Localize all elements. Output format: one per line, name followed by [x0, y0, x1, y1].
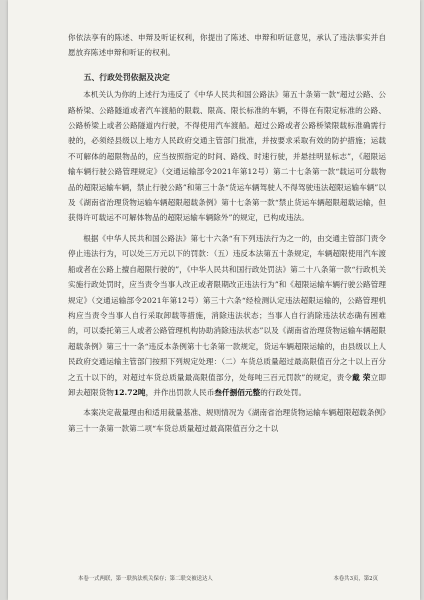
- penalty-fine-text: ，并作出罚款人民币: [145, 387, 215, 397]
- fine-amount: 叁仟捌佰元整: [214, 387, 261, 397]
- penalty-end-text: 的行政处罚。: [260, 387, 307, 397]
- page-footer: [78, 574, 378, 582]
- paragraph-violation-basis: 本机关认为你的上述行为违反了《中华人民共和国公路法》第五十条第一款“超过公路、公路桥梁、公路隧道或者汽车渡船的限载、限高、限长标准的车辆，不得在有限定标准的公路、公路桥梁上或者公路隧道内行驶，不得使用汽车渡船。超过公路或者公路桥梁限载标准确需行驶的，必须经县级以上地方人民政府交通主管部门批准，并按要求采取有效的防护措施；运载不可解体的超限物品的，应当按照指定的时间、路线、时速行驶，并悬挂明显标志”，《超限运输车辆行驶公路管理规定》（交通运输部令2021年第12号）第二十七条第一款“载运可分载物品的超限运输车辆，禁止行驶公路”和第三十条“货运车辆驾驶人不得驾驶违法超限运输车辆”以及《湖南省治理货物运输车辆超限超载条例》第十七条第一款“禁止货运车辆超限超载运输，但获得许可载运不可解体物品的超限运输车辆除外”的规定，已构成违法。: [68, 90, 386, 223]
- penalty-order-text: 立即卸去超限货物: [68, 372, 387, 397]
- paragraph-discretion-reason: 本案决定裁量理由和适用裁量基准、规则情况为《湖南省治理货物运输车辆超限超载条例》第三十一条第一款第二项“车货总质量超过最高限值百分之十以: [68, 408, 386, 433]
- document-page: [8, 0, 420, 600]
- penalty-basis-text: 根据《中华人民共和国公路法》第七十六条“有下列违法行为之一的，由交通主管部门责令停止违法行为，可以处三万元以下的罚款：（五）违反本法第五十条规定，车辆超限使用汽车渡船或者在公路上擅自超限行驶的”，《中华人民共和国行政处罚法》第二十八条第一款“行政机关实施行政处罚时，应当责令当事人改正或者限期改正违法行为”和《超限运输车辆行驶公路管理规定》（交通运输部令2021年第12号）第三十六条“经检测认定违法超限运输的，公路管理机构应当责令当事人自行采取卸载等措施，消除违法状态；当事人自行消除违法状态确有困难的，可以委托第三人或者公路管理机构协助消除违法状态”以及《湖南省治理货物运输车辆超限超载条例》第三十一条“违反本条例第十七条第一款规定，货运车辆超限运输的，由县级以上人民政府交通运输主管部门按照下列规定处理：（二）车货总质量超过最高限值百分之十以上百分之五十以下的，对超过车货总质量最高限值部分，处每吨三百元罚款”的规定，责令: [68, 233, 386, 382]
- overload-tonnage: 12.72吨: [113, 387, 146, 397]
- party-name: 戴 荣: [352, 372, 371, 382]
- paragraph-penalty-basis: [68, 231, 386, 400]
- document-body: [68, 30, 386, 436]
- paragraph-intro: 你依法享有的陈述、申辩及听证权利，你提出了陈述、申辩和听证意见，承认了违法事实并自愿放弃陈述申辩和听证的权利。: [68, 33, 386, 58]
- footer-page-number: 本卷共3页，第2页: [333, 576, 378, 582]
- section-title: 五、行政处罚依据及决定: [83, 72, 170, 82]
- footer-copy-note: 本卷一式两联，第一联执法机关保存；第二联交被送达人: [78, 576, 213, 582]
